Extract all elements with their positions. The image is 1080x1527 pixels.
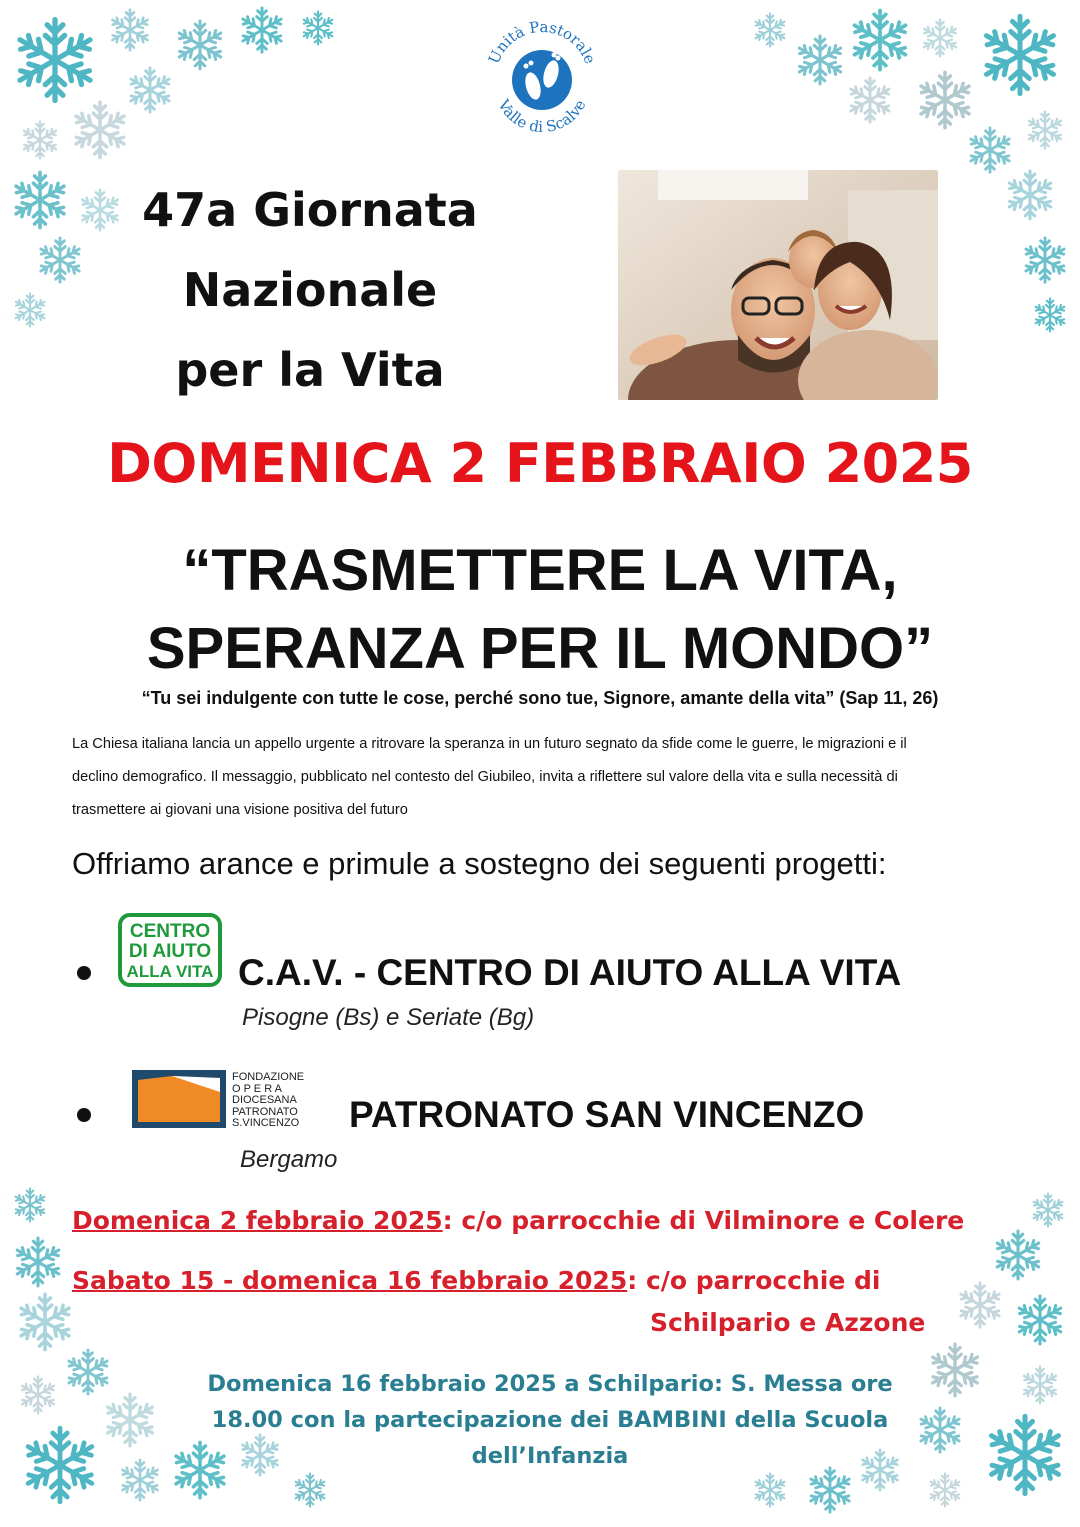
intro-line-3: trasmettere ai giovani una visione positiva del futuro (72, 802, 408, 818)
snowflake-icon (1014, 1294, 1066, 1346)
cav-logo-line-3: ALLA VITA (126, 962, 214, 981)
snowflake-icon (11, 16, 99, 104)
logo-bottom-text: Valle di Scalve (494, 96, 590, 137)
snowflake-icon (1021, 236, 1069, 284)
patronato-logo (132, 1070, 226, 1128)
snowflake-icon (118, 1458, 162, 1502)
snowflake-icon (12, 292, 48, 328)
project-place-cav: Pisogne (Bs) e Seriate (Bg) (242, 1004, 535, 1031)
patronato-logo-line-2: O P E R A (232, 1082, 282, 1095)
snowflake-icon (238, 6, 286, 54)
snowflake-icon (927, 1472, 963, 1508)
snowflake-icon (846, 76, 894, 124)
mass-announcement (200, 1366, 900, 1474)
title-line-1: 47a Giornata (142, 183, 478, 237)
event-2-date: Sabato 15 - domenica 16 febbraio 2025 (72, 1266, 628, 1295)
snowflake-icon (983, 1413, 1067, 1497)
snowflake-icon (20, 1425, 100, 1505)
patronato-logo-line-3: DIOCESANA (232, 1094, 297, 1106)
snowflake-icon (12, 1187, 48, 1223)
title-line-3: per la Vita (175, 343, 445, 397)
event-2 (72, 1266, 881, 1295)
cav-logo (118, 913, 222, 987)
snowflake-icon (64, 1348, 112, 1396)
snowflake-icon (36, 236, 84, 284)
final-line-1: Domenica 16 febbraio 2025 a Schilpario: S. Messa ore (207, 1371, 893, 1397)
project-place-patronato: Bergamo (240, 1146, 338, 1173)
project-name-patronato: PATRONATO SAN VINCENZO (349, 1094, 865, 1135)
snowflake-icon (174, 19, 226, 71)
snowflake-icon (916, 1406, 964, 1454)
snowflake-icon (927, 1342, 983, 1398)
theme-line-1: “TRASMETTERE LA VITA, (182, 538, 898, 603)
event-1-text: c/o parrocchie di Vilminore e Colere (452, 1206, 965, 1235)
snowflake-icon (1020, 1365, 1060, 1405)
snowflake-icon (992, 1229, 1044, 1281)
theme-title (0, 532, 1080, 688)
snowflake-icon (794, 34, 846, 86)
snowflake-icon (108, 8, 152, 52)
snowflake-icon (1025, 110, 1065, 150)
final-line-2: 18.00 con la partecipazione dei BAMBINI della Scuola (211, 1407, 889, 1433)
date-headline: DOMENICA 2 FEBBRAIO 2025 (107, 432, 973, 495)
snowflake-icon (292, 1472, 328, 1508)
snowflake-icon (12, 1236, 64, 1288)
intro-line-2: declino demografico. Il messaggio, pubblicato nel contesto del Giubileo, invita a riflettere sul valore della vita e sulla necessità di (72, 769, 898, 785)
intro-line-1: La Chiesa italiana lancia un appello urgente a ritrovare la speranza in un futuro segnato da sfide come le guerre, le migrazioni e il (72, 736, 907, 752)
snowflake-icon (126, 66, 174, 114)
patronato-logo-line-5: S.VINCENZO (232, 1117, 300, 1129)
snowflake-icon (956, 1281, 1004, 1329)
theme-line-2: SPERANZA PER IL MONDO” (146, 616, 934, 681)
final-line-3: dell’Infanzia (471, 1443, 629, 1469)
snowflake-icon (848, 8, 912, 72)
event-title (100, 170, 520, 410)
snowflake-icon (752, 12, 788, 48)
intro-paragraph (72, 728, 1022, 827)
snowflake-icon (18, 1375, 58, 1415)
snowflake-icon (15, 1292, 75, 1352)
event-1-sep: : (442, 1206, 453, 1235)
snowflake-icon (20, 120, 60, 160)
snowflake-icon (915, 70, 975, 130)
snowflake-icon (1030, 1192, 1066, 1228)
snowflake-icon (10, 170, 70, 230)
logo-top-text: Unità Pastorale (484, 17, 600, 67)
snowflake-icon (102, 1392, 158, 1448)
family-photo (618, 170, 938, 400)
event-2-sep: : (627, 1266, 638, 1295)
event-1-date: Domenica 2 febbraio 2025 (72, 1206, 443, 1235)
bullet-icon (77, 966, 91, 980)
bullet-icon (77, 1108, 91, 1122)
snowflake-icon (752, 1472, 788, 1508)
snowflake-icon (1032, 297, 1068, 333)
bible-quote: “Tu sei indulgente con tutte le cose, perché sono tue, Signore, amante della vita” (Sap 11, 26) (141, 688, 939, 708)
event-1 (72, 1206, 964, 1235)
cav-logo-line-1: CENTRO (129, 921, 211, 942)
event-2-text-cont: Schilpario e Azzone (650, 1308, 926, 1337)
patronato-logo-line-4: PATRONATO (232, 1105, 298, 1118)
snowflake-icon (966, 126, 1014, 174)
snowflake-icon (300, 10, 336, 46)
project-name-cav: C.A.V. - CENTRO DI AIUTO ALLA VITA (238, 952, 902, 993)
patronato-logo-text (232, 1072, 332, 1130)
offer-heading: Offriamo arance e primule a sostegno dei seguenti progetti: (72, 846, 887, 881)
unita-pastorale-logo (478, 14, 606, 142)
event-2-text: c/o parrocchie di (637, 1266, 881, 1295)
title-line-2: Nazionale (182, 263, 438, 317)
snowflake-icon (920, 18, 960, 58)
cav-logo-line-2: DI AIUTO (128, 941, 212, 962)
snowflake-icon (1004, 169, 1056, 221)
snowflake-icon (70, 100, 130, 160)
snowflake-icon (978, 13, 1062, 97)
patronato-logo-line-1: FONDAZIONE (232, 1071, 305, 1083)
